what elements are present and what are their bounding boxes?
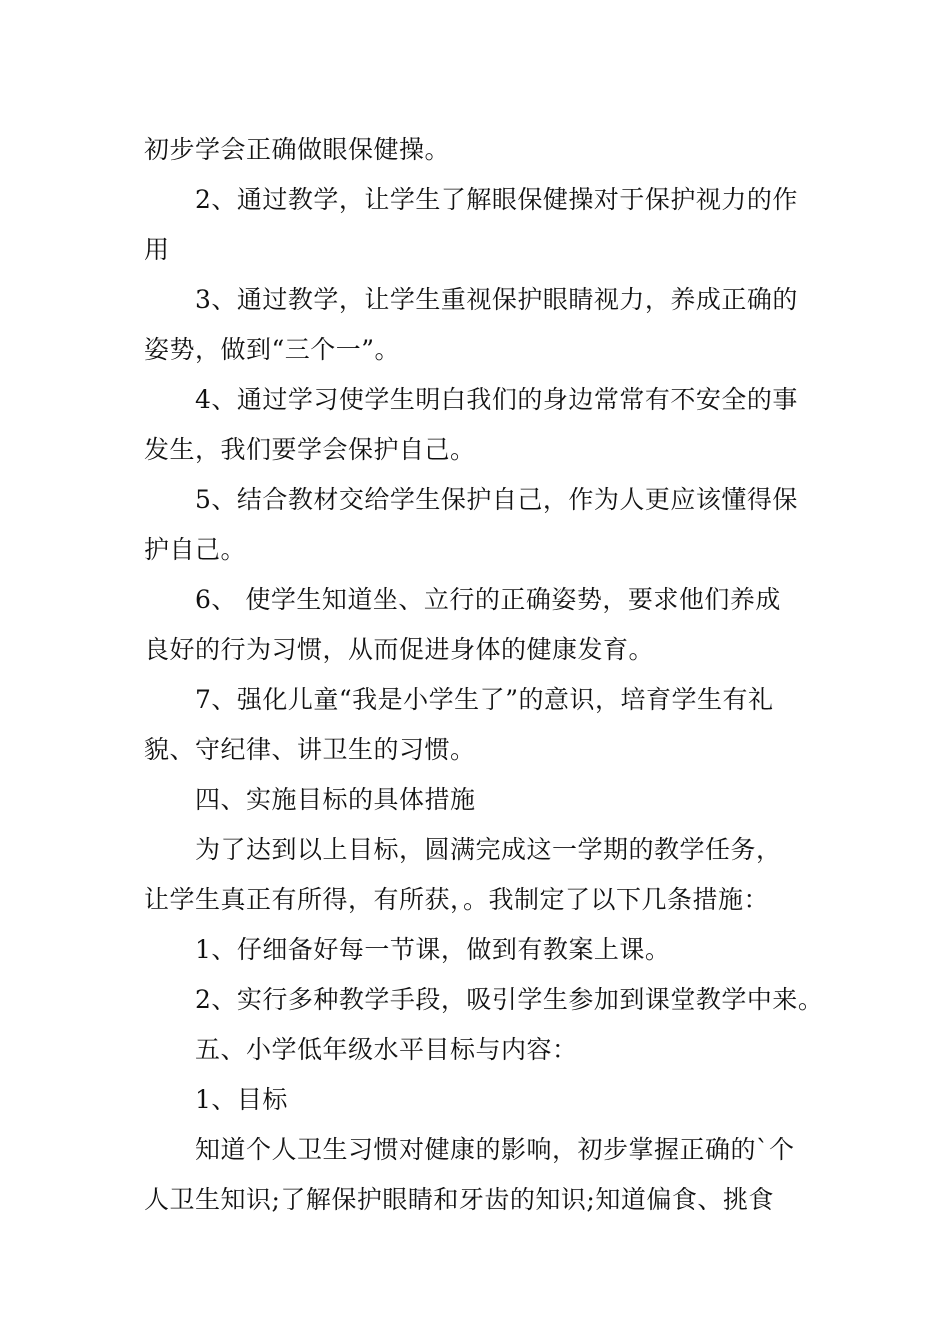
text-line: 让学生真正有所得，有所获，。我制定了以下几条措施： bbox=[144, 885, 770, 914]
text-line: 良好的行为习惯，从而促进身体的健康发育。 bbox=[144, 635, 655, 664]
text-line: 2、通过教学，让学生了解眼保健操对于保护视力的作 bbox=[195, 185, 798, 214]
text-line: 5、结合教材交给学生保护自己，作为人更应该懂得保 bbox=[195, 485, 798, 514]
section-heading: 五、小学低年级水平目标与内容： bbox=[195, 1035, 578, 1064]
text-line: 7、强化儿童“我是小学生了”的意识，培育学生有礼 bbox=[195, 685, 774, 714]
text-line: 人卫生知识;了解保护眼睛和牙齿的知识;知道偏食、挑食 bbox=[144, 1185, 774, 1214]
text-line: 6、 使学生知道坐、立行的正确姿势，要求他们养成 bbox=[195, 585, 781, 614]
text-line: 2、实行多种教学手段，吸引学生参加到课堂教学中来。 bbox=[195, 985, 824, 1014]
text-line: 4、通过学习使学生明白我们的身边常常有不安全的事 bbox=[195, 385, 798, 414]
text-line: 知道个人卫生习惯对健康的影响，初步掌握正确的`个 bbox=[195, 1135, 795, 1164]
section-heading: 四、实施目标的具体措施 bbox=[195, 785, 476, 814]
text-line: 3、通过教学，让学生重视保护眼睛视力，养成正确的 bbox=[195, 285, 798, 314]
subsection-heading: 1、目标 bbox=[195, 1085, 288, 1114]
text-line: 发生，我们要学会保护自己。 bbox=[144, 435, 476, 464]
text-line: 初步学会正确做眼保健操。 bbox=[144, 135, 451, 164]
text-line: 为了达到以上目标，圆满完成这一学期的教学任务， bbox=[195, 835, 782, 864]
text-line: 1、仔细备好每一节课，做到有教案上课。 bbox=[195, 935, 671, 964]
text-line: 貌、守纪律、讲卫生的习惯。 bbox=[144, 735, 476, 764]
text-line: 姿势，做到“三个一”。 bbox=[144, 335, 401, 364]
text-line: 护自己。 bbox=[144, 535, 247, 564]
text-line: 用 bbox=[144, 235, 170, 264]
